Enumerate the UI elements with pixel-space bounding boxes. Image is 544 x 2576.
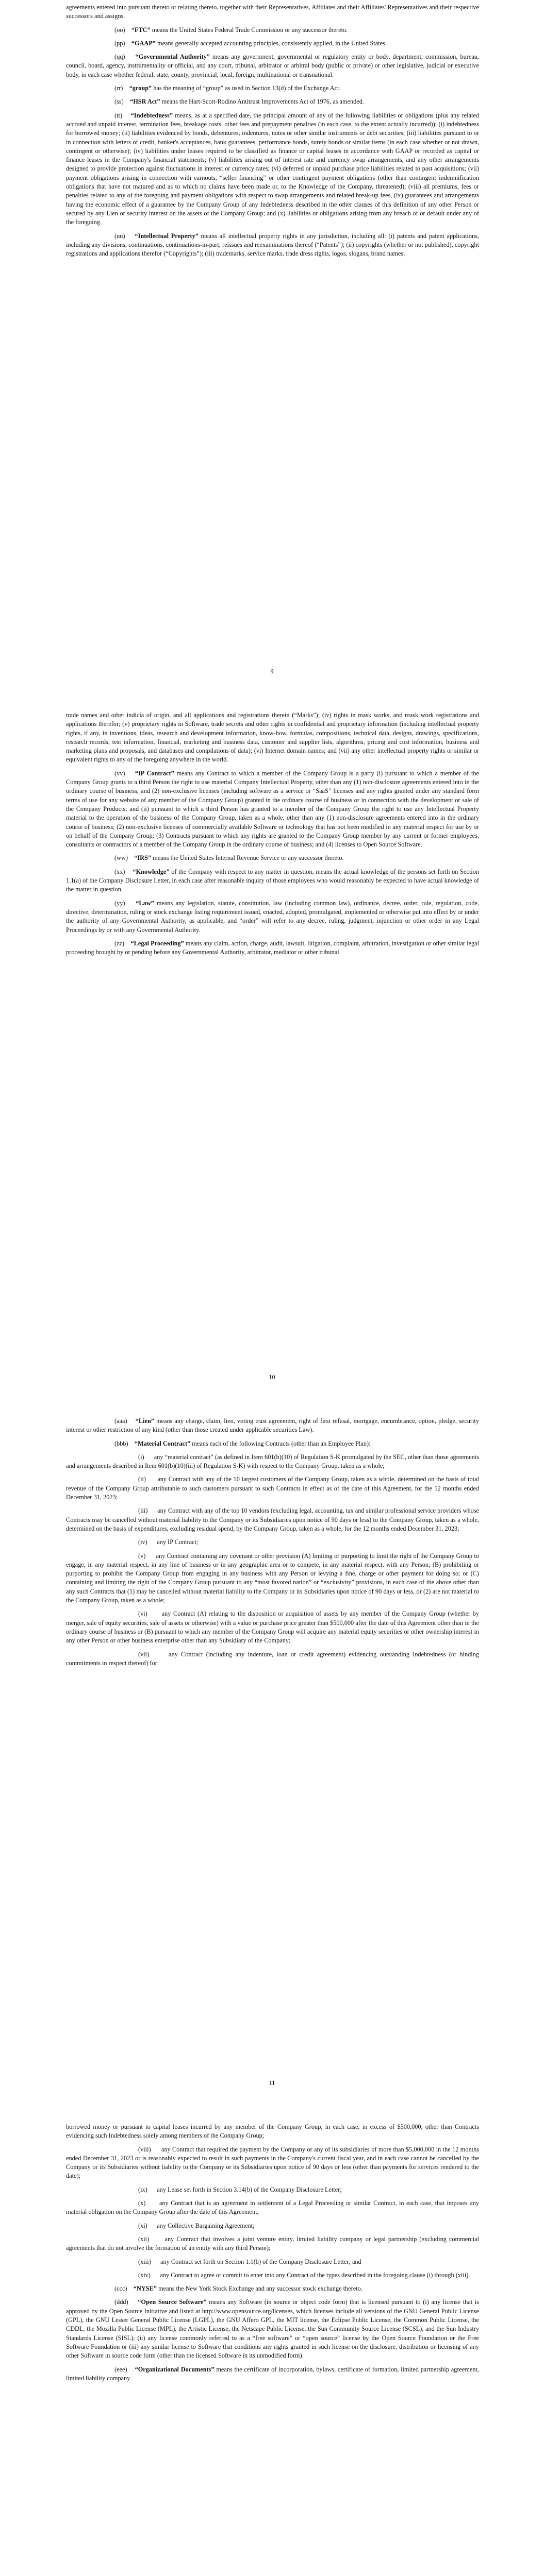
defined-term: “Material Contract” [134, 1439, 191, 1447]
defined-term: “Open Source Software” [138, 2298, 207, 2306]
defined-term: “Knowledge” [133, 868, 170, 875]
definition-irs: (ww) “IRS” means the United States Internal Revenue Service or any successor thereto. [114, 854, 344, 862]
defined-term: “HSR Act” [130, 98, 160, 106]
definition-hsr-act: (ss) “HSR Act” means the Hart-Scott-Rodino Antitrust Improvements Act of 1976, as amended. [114, 98, 364, 106]
definition-governmental-authority: (qq) “Governmental Authority” means any government, governmental or regulatory entity or body, department, commission, bureau, council, board, agency, instrumentality or official, and any court, tribunal, arbitrator or arbitral body (public or private) or other legislative, judicial or executive body, in each case whether federal, state, county, provincial, local, foreign, multinational or transnational. [66, 53, 479, 78]
clause-v: (v) any Contract containing any covenant or other provision (A) limiting or purporting to limit the right of the Company Group to engage, in any material respect, in any line of business or in any geographic area or to compete, in any material respect, with any Person; (B) prohibiting or purporting to prohibit the Company Group from engaging in any business with any Person or levying a fine, charge or other payment for doing so; or (C) containing and limiting the right of the Company Group pursuant to any “most favored nation” or “exclusivity” provisions, in each case of the above other than any such Contracts that (1) may be cancelled without material liability to the Company or its Subsidiaries upon notice of 90 days or less, or (2) are not material to the Company Group, taken as a whole; [66, 1552, 479, 1604]
continuation-paragraph: agreements entered into pursuant thereto or relating thereto, together with their Representatives, Affiliates and their Affiliates' Representatives and their respective successors and assigns. [66, 4, 479, 20]
clause-vii: (vii) any Contract (including any indenture, loan or credit agreement) evidencing outstanding Indebtedness (or binding commitments in respect thereof) for [66, 1650, 479, 1667]
clause-iii: (iii) any Contract with any of the top 10 vendors (excluding legal, accounting, tax and similar professional service providers whose Contracts may be cancelled without material liability to the Company or its Subsidiaries upon notice of 90 days or less) to the Company Group, taken as a whole, determined on the basis of expenditures, excluding residual spend, by the Company Group, taken as a whole, for the 12 months ended December 31, 2023; [66, 1507, 479, 1532]
page-12-body [0, 2123, 544, 2387]
clause-ii: (ii) any Contract with any of the 10 largest customers of the Company Group, taken as a whole, determined on the basis of total revenue of the Company Group attributable to such customers pursuant to such Contracts in effect as of the date of this Agreement, for the 12 months ended December 31, 2023; [66, 1476, 479, 1501]
defined-term: “IP Contract” [135, 769, 174, 777]
definition-indebtedness: (tt) “Indebtedness” means, as at a specified date, the principal amount of any of the following liabilities or obligations (plus any related accrued and unpaid interest, termination fees, breakage costs, other fees and prepayment penalties (in each case, to the extent actually incurred)): (i) indebtedness for borrowed money; (ii) liabilities evidenced by bonds, debentures, indentures, notes or other similar instruments or debt securities; (iii) liabilities pursuant to or in connection with letters of credit, banker's acceptances, bank guarantees, performance bonds, surety bonds or similar items (in each case whether or not drawn, contingent or otherwise); (iv) liabilities under leases required to be classified as finance or capital leases in accordance with GAAP or recorded as capital or finance leases in the Company's financial statements; (v) liabilities arising out of interest rate and currency swap arrangements, and any other arrangements designed to provide protection against fluctuations in interest or currency rates; (vi) deferred or unpaid purchase price liabilities related to past acquisitions; (vii) payment obligations arising in connection with earnouts, “seller financing” or other contingent payment obligations (other than contingent indemnification obligations that have not matured and as to which no claims have been made or, to the Knowledge of the Company, threatened); (viii) all premiums, fees or penalties related to any of the foregoing and payment obligations with respect to swap arrangements and related break-up fees, (ix) guarantees and arrangements having the economic effect of a guarantee by the Company Group of any Indebtedness described in the other clauses of this definition of any other Person or secured by any Lien or security interest on the assets of the Company Group; and (x) liabilities or obligations arising from any breach of or default under any of the foregoing. [66, 111, 479, 226]
clause-xii: (xii) any Contract that involves a joint venture entity, limited liability company or legal partnership (excluding commercial agreements that do not involve the formation of an entity with any third Person); [66, 2235, 479, 2252]
clause-xiii: (xiii) any Contract set forth on Section 1.1(b) of the Company Disclosure Letter; and [138, 2258, 361, 2265]
defined-term: “Indebtedness” [130, 111, 173, 119]
definition-knowledge: (xx) “Knowledge” of the Company with respect to any matter in question, means the actual knowledge of the persons set forth on Section 1.1(a) of the Company Disclosure Letter, in each case after reasonable inquiry of those employees who would reasonably be expected to have actual knowledge of the matter in question. [66, 868, 480, 893]
continuation-paragraph: trade names and other indicia of origin, and all applications and registrations therein (“Marks”); (iv) rights in mask works, and mask work registrations and applications therefor; (v) proprietary rights in Software, trade secrets and other rights in confidential and proprietary information (including intellectual property rights, if any, in inventions, ideas, research and development information, know-how, formulas, compositions, technical data, designs, drawings, specifications, research records, test information, financial, marketing and business data, customer and supplier lists, algorithms, pricing and cost information, business and marketing plans and proposals, and databases and compilations of data); (vi) Internet domain names; and (vii) any other intellectual property rights or similar or equivalent rights to any of the foregoing anywhere in the world. [66, 711, 479, 764]
defined-term: “FTC” [131, 26, 151, 33]
defined-term: “Legal Proceeding” [130, 939, 184, 947]
defined-term: “GAAP” [131, 39, 156, 47]
page-number: 11 [269, 2079, 275, 2087]
definition-material-contract: (bbb) “Material Contract” means each of the following Contracts (other than an Employee Plan): [114, 1439, 371, 1447]
clause-xi: (xi) any Collective Bargaining Agreement; [138, 2222, 255, 2229]
definition-nyse: (ccc) “NYSE” means the New York Stock Exchange and any successor stock exchange thereto. [114, 2285, 362, 2293]
clause-xiv: (xiv) any Contract to agree or commit to enter into any Contract of the types described in the foregoing clause (i) through (xiii). [138, 2271, 470, 2279]
definition-ftc: (oo) “FTC” means the United States Federal Trade Commission or any successor thereto. [114, 26, 348, 33]
definition-legal-proceeding: (zz) “Legal Proceeding” means any claim, action, charge, audit, lawsuit, litigation, complaint, arbitration, investigation or other similar legal proceeding brought by or pending before any Governmental Authority, arbitrator, mediator or other tribunal. [66, 939, 479, 956]
page-10-body [0, 711, 544, 961]
page-number: 10 [269, 1374, 275, 1381]
defined-term: “Governmental Authority” [135, 53, 210, 61]
clause-vi: (vi) any Contract (A) relating to the disposition or acquisition of assets by any member of the Company Group (whether by merger, sale of equity securities, sale of assets or otherwise) with a value or purchase price greater than $500,000 after the date of this Agreement other than in the ordinary course of business or (B) pursuant to which any member of the Company Group will acquire any material equity securities or other ownership interest in any other Person or other business enterprise other than any Subsidiary of the Company; [66, 1610, 479, 1645]
continuation-paragraph: borrowed money or pursuant to capital leases incurred by any member of the Company Group, in each case, in excess of $500,000, other than Contracts evidencing such Indebtedness solely among members of the Company Group; [66, 2123, 479, 2140]
definition-law: (yy) “Law” means any legislation, statute, constitution, law (including common law), ordinance, decree, order, rule, regulation, code, directive, determination, ruling or stock exchange listing requirement issued, enacted, adopted, promulgated, implemented or otherwise put into effect by or under the authority of any Governmental Authority, as applicable, and “order” will refer to any decree, ruling, judgment, injunction or other order in any Legal Proceedings by or with any Governmental Authority. [66, 899, 480, 934]
page-9-body [0, 3, 544, 263]
defined-term: “IRS” [134, 854, 152, 862]
definition-open-source-software: (ddd) “Open Source Software” means any Software (in source or object code form) that is licensed pursuant to (i) any license that is approved by the Open Source Initiative and listed at http://www.opensource.org/licenses, which licenses include all versions of the GNU General Public License (GPL), the GNU Lesser General Public License (LGPL), the GNU Affero GPL, the MIT license, the Eclipse Public License, the Common Public License, the CDDL, the Mozilla Public License (MPL), the Artistic License, the Netscape Public License, the Sun Community Source License (SCSL), and the Sun Industry Standards License (SISL); (ii) any license commonly referred to as a “free software” or “open source” license by the Open Source Foundation or the Free Software Foundation or (iii) any similar license to Software that conditions any rights granted in such license on the disclosure, distribution or licensing of any other Software in source code form (other than the licensed Software in its unmodified form). [66, 2298, 480, 2360]
definition-gaap: (pp) “GAAP” means generally accepted accounting principles, consistently applied, in the United States. [114, 39, 387, 47]
clause-iv: (iv) any IP Contract; [138, 1538, 199, 1546]
definition-group: (rr) “group” has the meaning of “group” as used in Section 13(d) of the Exchange Act. [114, 84, 341, 92]
defined-term: “Law” [136, 899, 154, 907]
defined-term: “group” [129, 84, 152, 92]
clause-viii: (viii) any Contract that required the payment by the Company or any of its subsidiaries of more than $5,000,000 in the 12 months ended December 31, 2023 or is reasonably expected to result in such payments in the Company's current fiscal year, and in each case cannot be cancelled by the Company or its Subsidiaries without liability to the Company or its Subsidiaries upon notice of 90 days or less (other than payments for services rendered to the date); [66, 2145, 479, 2180]
page-11-body [0, 1417, 544, 1672]
definition-intellectual-property: (uu) “Intellectual Property” means all intellectual property rights in any jurisdiction, including all: (i) patents and patent applications, including any divisions, continuations, continuations-in-part, reissues and reexaminations thereof (“Patents”); (ii) copyrights (whether or not published), copyright registrations and applications therefor (“Copyrights”); (iii) trademarks, service marks, trade dress rights, logos, slogans, brand names, [66, 232, 480, 258]
definition-organizational-documents: (eee) “Organizational Documents” means the certificate of incorporation, bylaws, certificate of formation, limited partnership agreement, limited liability company [66, 2365, 480, 2382]
clause-ix: (ix) any Lease set forth in Section 3.14(b) of the Company Disclosure Letter; [138, 2185, 342, 2193]
defined-term: “NYSE” [133, 2285, 157, 2293]
defined-term: “Intellectual Property” [135, 232, 199, 240]
definition-lien: (aaa) “Lien” means any charge, claim, lien, voting trust agreement, right of first refusal, mortgage, encumbrance, option, pledge, security interest or other restriction of any kind (other than those created under applicable securities Law). [66, 1417, 480, 1434]
defined-term: “Organizational Documents” [135, 2365, 215, 2373]
defined-term: “Lien” [135, 1417, 154, 1425]
page-number: 9 [270, 668, 274, 675]
clause-i: (i) any “material contract” (as defined in Item 601(b)(10) of Regulation S-K promulgated by the SEC, other than those agreements and arrangements described in Item 601(b)(10)(iii) of Regulation S-K) with respect to the Company Group, taken as a whole; [66, 1453, 479, 1470]
clause-x: (x) any Contract that is an agreement in settlement of a Legal Proceeding or similar Contract, in each case, that imposes any material obligation on the Company Group after the date of this Agreement; [66, 2199, 479, 2216]
definition-ip-contract: (vv) “IP Contract” means any Contract to which a member of the Company Group is a party (i) pursuant to which a member of the Company Group grants to a third Person the right to use material Company Intellectual Property, other than any (1) non-disclosure agreements entered into in the ordinary course of business; and (2) non-exclusive licenses (including software as a service or “SaaS” licenses and any rights granted under any standard form terms of use for any website of any member of the Company Group) granted in the ordinary course of business or in connection with the development or sale of the Company Products; and (ii) pursuant to which a third Person has granted to a member of the Company Group the right to use any Intellectual Property material to the operation of the business of the Company Group, taken as a whole, other than any (1) non-disclosure agreements entered into in the ordinary course of business; (2) non-exclusive licenses of commercially available Software or technology that has not been modified in any material respect for use by or on behalf of the Company Group; (3) Contracts pursuant to which any rights are granted to the Company Group member by any current or former employees, consultants or contractors of a member of the Company Group in the ordinary course of business; and (4) licenses to Open Source Software. [66, 769, 479, 849]
